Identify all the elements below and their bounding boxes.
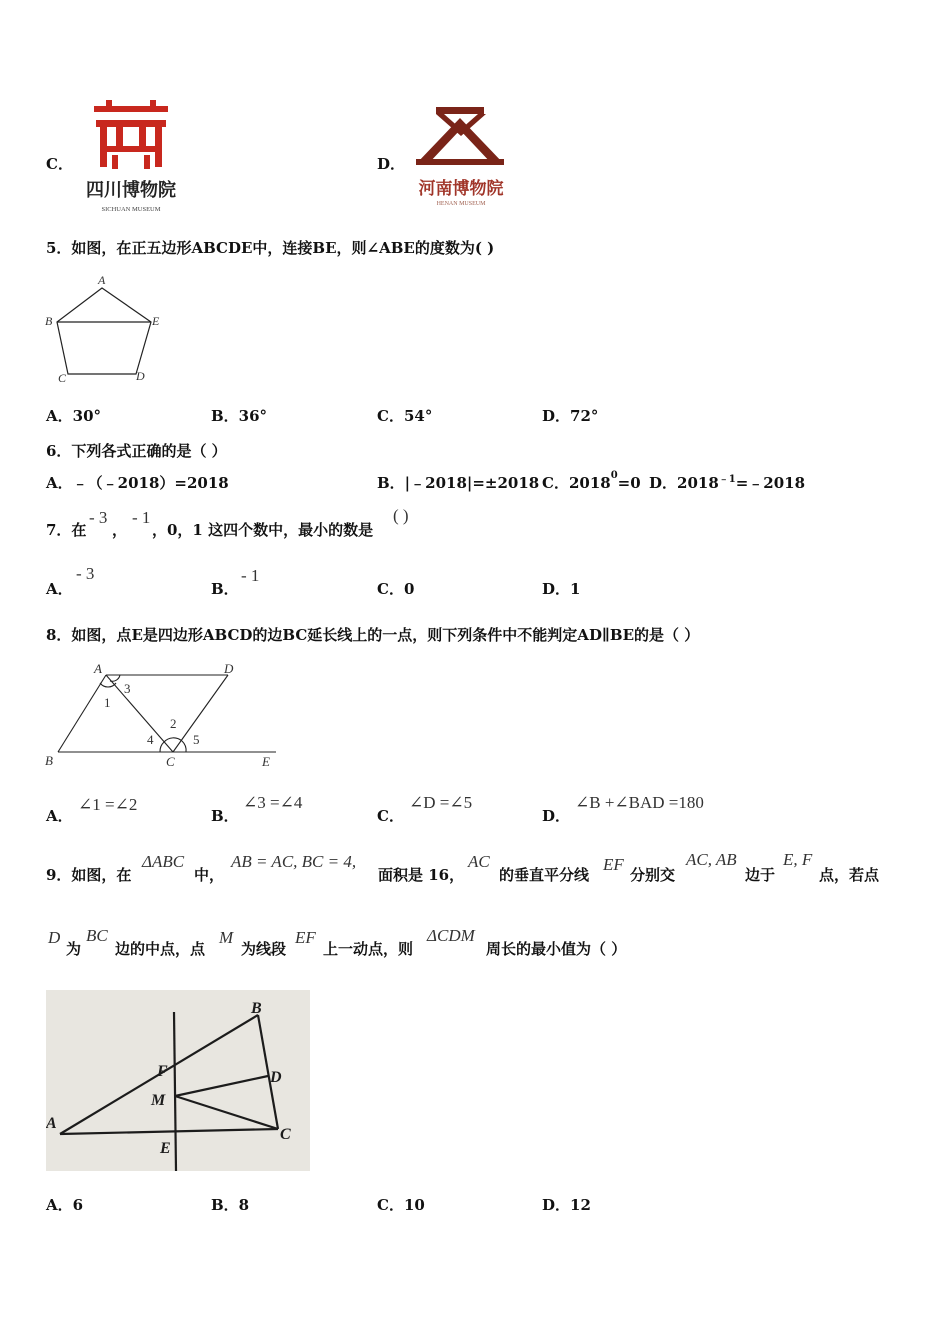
q8-label-c: C <box>166 754 175 769</box>
q8-label-d: D <box>224 661 234 676</box>
q8-text: 8．如图，点E是四边形ABCD的边BC延长线上的一点，则下列条件中不能判定AD∥BE的是（ ） <box>46 626 700 644</box>
q7-math-neg1: - 1 <box>132 508 151 527</box>
q9-label-e: E <box>160 1140 171 1157</box>
q7-option-c: C．0 <box>377 580 415 598</box>
q9-text-5: 分别交 <box>630 866 676 884</box>
q9-text-4: 的垂直平分线 <box>499 866 590 884</box>
q8-quadrilateral-figure <box>40 655 285 775</box>
q4-option-c-label: C． <box>46 155 73 173</box>
q5-option-a: A．30° <box>46 407 102 425</box>
q9-label-d: D <box>270 1069 282 1086</box>
q8-option-d-label: D． <box>542 807 571 825</box>
q8-option-c-label: C． <box>377 807 404 825</box>
q9-math-m: M <box>219 928 234 947</box>
q5-label-e: E <box>152 314 160 328</box>
q9-label-c: C <box>280 1126 291 1143</box>
q8-angle-5: 5 <box>193 732 200 747</box>
q7-sep: ， <box>112 521 128 539</box>
q9-label-f: F <box>157 1063 168 1080</box>
q8-option-c-math: ∠D =∠5 <box>409 793 473 812</box>
q9-triangle-photo <box>46 990 310 1171</box>
henan-museum-logo <box>404 104 518 212</box>
q8-label-b: B <box>45 753 53 768</box>
q6-text: 6．下列各式正确的是（ ） <box>46 442 227 460</box>
q9-math-triangle-cdm: ΔCDM <box>427 926 475 945</box>
q5-pentagon-figure <box>40 270 170 390</box>
q9-label-b: B <box>251 1000 262 1017</box>
sichuan-logo-en: SICHUAN MUSEUM <box>101 206 161 213</box>
q6-option-d: D．$2018^{﹣1}=﹣2018$ <box>649 474 806 492</box>
q5-text: 5．如图，在正五边形ABCDE中，连接BE，则∠ABE的度数为( ) <box>46 239 495 257</box>
q9-option-b: B．8 <box>211 1196 250 1214</box>
sichuan-logo-cn: 四川博物院 <box>86 180 176 200</box>
q9-option-a: A．6 <box>46 1196 84 1214</box>
q9-text-11: 上一动点，则 <box>323 940 414 958</box>
q9-math-ac: AC <box>468 852 490 871</box>
q9-math-bc: BC <box>86 926 108 945</box>
q7-option-b-label: B． <box>211 580 239 598</box>
q9-text-12: 周长的最小值为（ ） <box>486 940 627 958</box>
q9-text-2: 中， <box>194 866 225 884</box>
q8-label-a: A <box>94 661 102 676</box>
q7-option-b-math: - 1 <box>241 566 260 585</box>
q9-text-10: 为线段 <box>241 940 287 958</box>
q5-label-c: C <box>58 371 67 385</box>
q9-label-m: M <box>151 1092 166 1109</box>
q6-option-b: B．|﹣2018|=±2018 <box>377 474 540 492</box>
q8-label-e: E <box>262 754 270 769</box>
q8-angle-2: 2 <box>170 716 177 731</box>
q7-option-a-label: A． <box>46 580 73 598</box>
q9-option-c: C．10 <box>377 1196 425 1214</box>
q9-text-7: 点，若点 <box>819 866 880 884</box>
q5-label-a: A <box>98 273 106 287</box>
q9-option-d: D．12 <box>542 1196 591 1214</box>
q9-text-1: 9．如图，在 <box>46 866 132 884</box>
q7-num: 7．在 <box>46 521 87 539</box>
q9-math-e-f: E, F <box>783 850 813 869</box>
q8-option-d-math: ∠B +∠BAD =180 <box>575 793 704 812</box>
henan-logo-en: HENAN MUSEUM <box>436 201 486 207</box>
q7-paren: ( ) <box>393 506 409 525</box>
q9-math-d: D <box>48 928 61 947</box>
q7-math-neg3: - 3 <box>89 508 108 527</box>
q9-math-conditions: AB = AC, BC = 4, <box>231 852 357 871</box>
q8-option-b-math: ∠3 =∠4 <box>243 793 303 812</box>
q8-angle-1: 1 <box>104 695 111 710</box>
q9-text-6: 边于 <box>745 866 776 884</box>
q8-option-b-label: B． <box>211 807 239 825</box>
q8-option-a-math: ∠1 =∠2 <box>78 795 138 814</box>
q8-angle-3: 3 <box>124 681 131 696</box>
q9-text-3: 面积是 16， <box>378 866 465 884</box>
q9-text-9: 边的中点，点 <box>115 940 206 958</box>
q9-math-triangle-abc: ΔABC <box>142 852 185 871</box>
q5-label-d: D <box>136 369 145 383</box>
q5-option-d: D．72° <box>542 407 599 425</box>
q8-option-a-label: A． <box>46 807 73 825</box>
q9-math-ac-ab: AC, AB <box>686 850 737 869</box>
sichuan-museum-logo <box>76 100 188 216</box>
q4-option-d-label: D． <box>377 155 406 173</box>
q7-option-d: D．1 <box>542 580 581 598</box>
q5-label-b: B <box>45 314 53 328</box>
q8-angle-4: 4 <box>147 732 154 747</box>
q9-math-ef: EF <box>603 855 624 874</box>
henan-logo-cn: 河南博物院 <box>418 179 504 198</box>
q6-option-a: A．﹣（﹣2018）=2018 <box>46 474 229 492</box>
q7-option-a-math: - 3 <box>76 564 95 583</box>
q9-label-a: A <box>46 1115 57 1132</box>
q9-math-ef-2: EF <box>295 928 316 947</box>
q5-option-b: B．36° <box>211 407 268 425</box>
q6-option-c: C．$2018^0=0$ <box>542 470 641 492</box>
q7-text: ，0，1 这四个数中，最小的数是 <box>152 521 374 539</box>
q9-text-8: 为 <box>66 940 82 958</box>
q5-option-c: C．54° <box>377 407 433 425</box>
